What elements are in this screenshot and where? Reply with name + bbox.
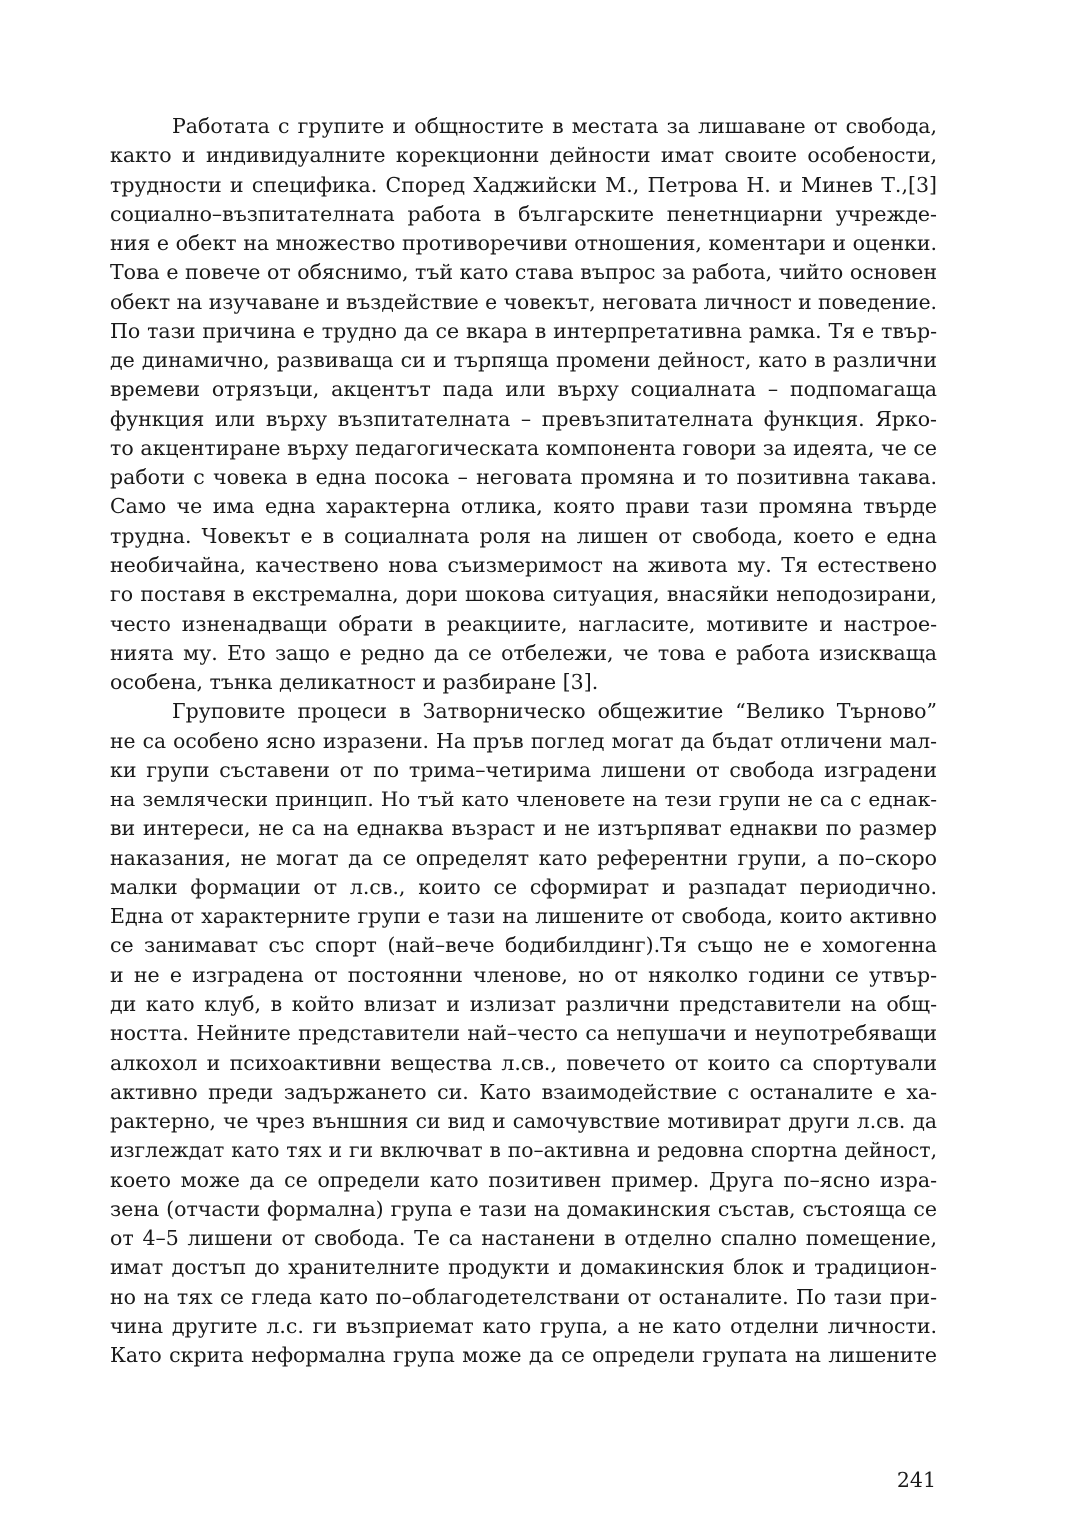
text-line: работи с човека в една посока – неговата промяна и то позитивна такава. [110,465,937,490]
page-number: 241 [896,1468,936,1492]
text-line: изглеждат като тях и ги включват в по–активна и редовна спортна дейност, [110,1138,937,1163]
text-line: Като скрита неформална група може да се определи групата на лишените [110,1343,937,1368]
text-line: не са особено ясно изразени. На пръв поглед могат да бъдат отличени мал- [110,728,937,753]
text-line: особена, тънка деликатност и разбиране [3]. [110,670,599,695]
text-line: малки формации от л.св., които се сформират и разпадат периодично. [110,874,937,899]
text-line: ки групи съставени от по трима–четирима лишени от свобода изградени [110,757,937,782]
text-line: чина другите л.с. ги възприемат като група, а не като отделни личности. [110,1313,937,1338]
text-line: ди като клуб, в който влизат и излизат различни представители на общ- [110,991,937,1016]
text-line: алкохол и психоактивни вещества л.св., повечето от които са спортували [110,1050,937,1075]
text-line: но на тях се гледа като по–облагодетелствани от останалите. По тази при- [110,1284,937,1309]
text-line: Работата с групите и общностите в местата за лишаване от свобода, [172,114,937,138]
body-text [110,112,937,1370]
text-line: го поставя в екстремална, дори шокова ситуация, внасяйки неподозирани, [110,582,937,607]
text-line: се занимават със спорт (най–вече бодибилдинг).Тя също не е хомогенна [110,933,937,958]
text-line: времеви отрязъци, акцентът пада или върху социалната – подпомагаща [110,377,937,402]
text-line: наказания, не могат да се определят като референтни групи, а по–скоро [110,845,937,870]
text-line: рактерно, че чрез външния си вид и самочувствие мотивират други л.св. да [110,1109,937,1134]
text-line: на землячески принцип. Но тъй като членовете на тези групи не са с еднак- [110,787,937,812]
text-line: Груповите процеси в Затворническо общежитие “Велико Търново” [172,699,937,724]
text-line: трудности и специфика. Според Хаджийски М., Петрова Н. и Минев Т.,[3] [110,172,937,197]
text-line: Само че има една характерна отлика, която прави тази промяна твърде [110,494,937,519]
text-line: Това е повече от обяснимо, тъй като става въпрос за работа, чийто основен [110,260,937,285]
text-line: социално–възпитателната работа в българските пенетнциарни учрежде- [110,201,937,226]
text-line: де динамично, развиваща си и търпяща промени дейност, като в различни [110,348,937,373]
text-line: ния е обект на множество противоречиви отношения, коментари и оценки. [110,231,937,256]
text-line: ността. Нейните представители най–често са непушачи и неупотребяващи [110,1021,937,1046]
text-line: както и индивидуалните корекционни дейности имат своите особености, [110,143,937,168]
text-line: то акцентиране върху педагогическата компонента говори за идеята, че се [110,435,937,460]
text-line: имат достъп до хранителните продукти и домакинския блок и традицион- [110,1255,937,1280]
text-line: и не е изградена от постоянни членове, но от няколко години се утвър- [110,962,937,987]
text-line: от 4–5 лишени от свобода. Те са настанени в отделно спално помещение, [110,1226,937,1251]
text-line: трудна. Човекът е в социалната роля на лишен от свобода, което е една [110,523,937,548]
text-line: зена (отчасти формална) група е тази на домакинския състав, състояща се [110,1196,937,1221]
text-line: често изненадващи обрати в реакциите, нагласите, мотивите и настрое- [110,611,937,636]
text-line: активно преди задържането си. Като взаимодействие с останалите е ха- [110,1079,937,1104]
text-line: ви интереси, не са на еднаква възраст и не изтърпяват еднакви по размер [110,816,937,841]
text-line: нията му. Ето защо е редно да се отбележи, че това е работа изискваща [110,640,937,665]
text-line: функция или върху възпитателната – превъзпитателната функция. Ярко- [110,406,937,431]
text-line: По тази причина е трудно да се вкара в интерпретативна рамка. Тя е твър- [110,318,937,343]
text-line: необичайна, качествено нова съизмеримост на живота му. Тя естествено [110,552,937,577]
text-line: обект на изучаване и въздействие е човекът, неговата личност и поведение. [110,289,937,314]
text-line: Една от характерните групи е тази на лишените от свобода, които активно [110,904,937,929]
text-line: което може да се определи като позитивен пример. Друга по–ясно изра- [110,1167,937,1192]
